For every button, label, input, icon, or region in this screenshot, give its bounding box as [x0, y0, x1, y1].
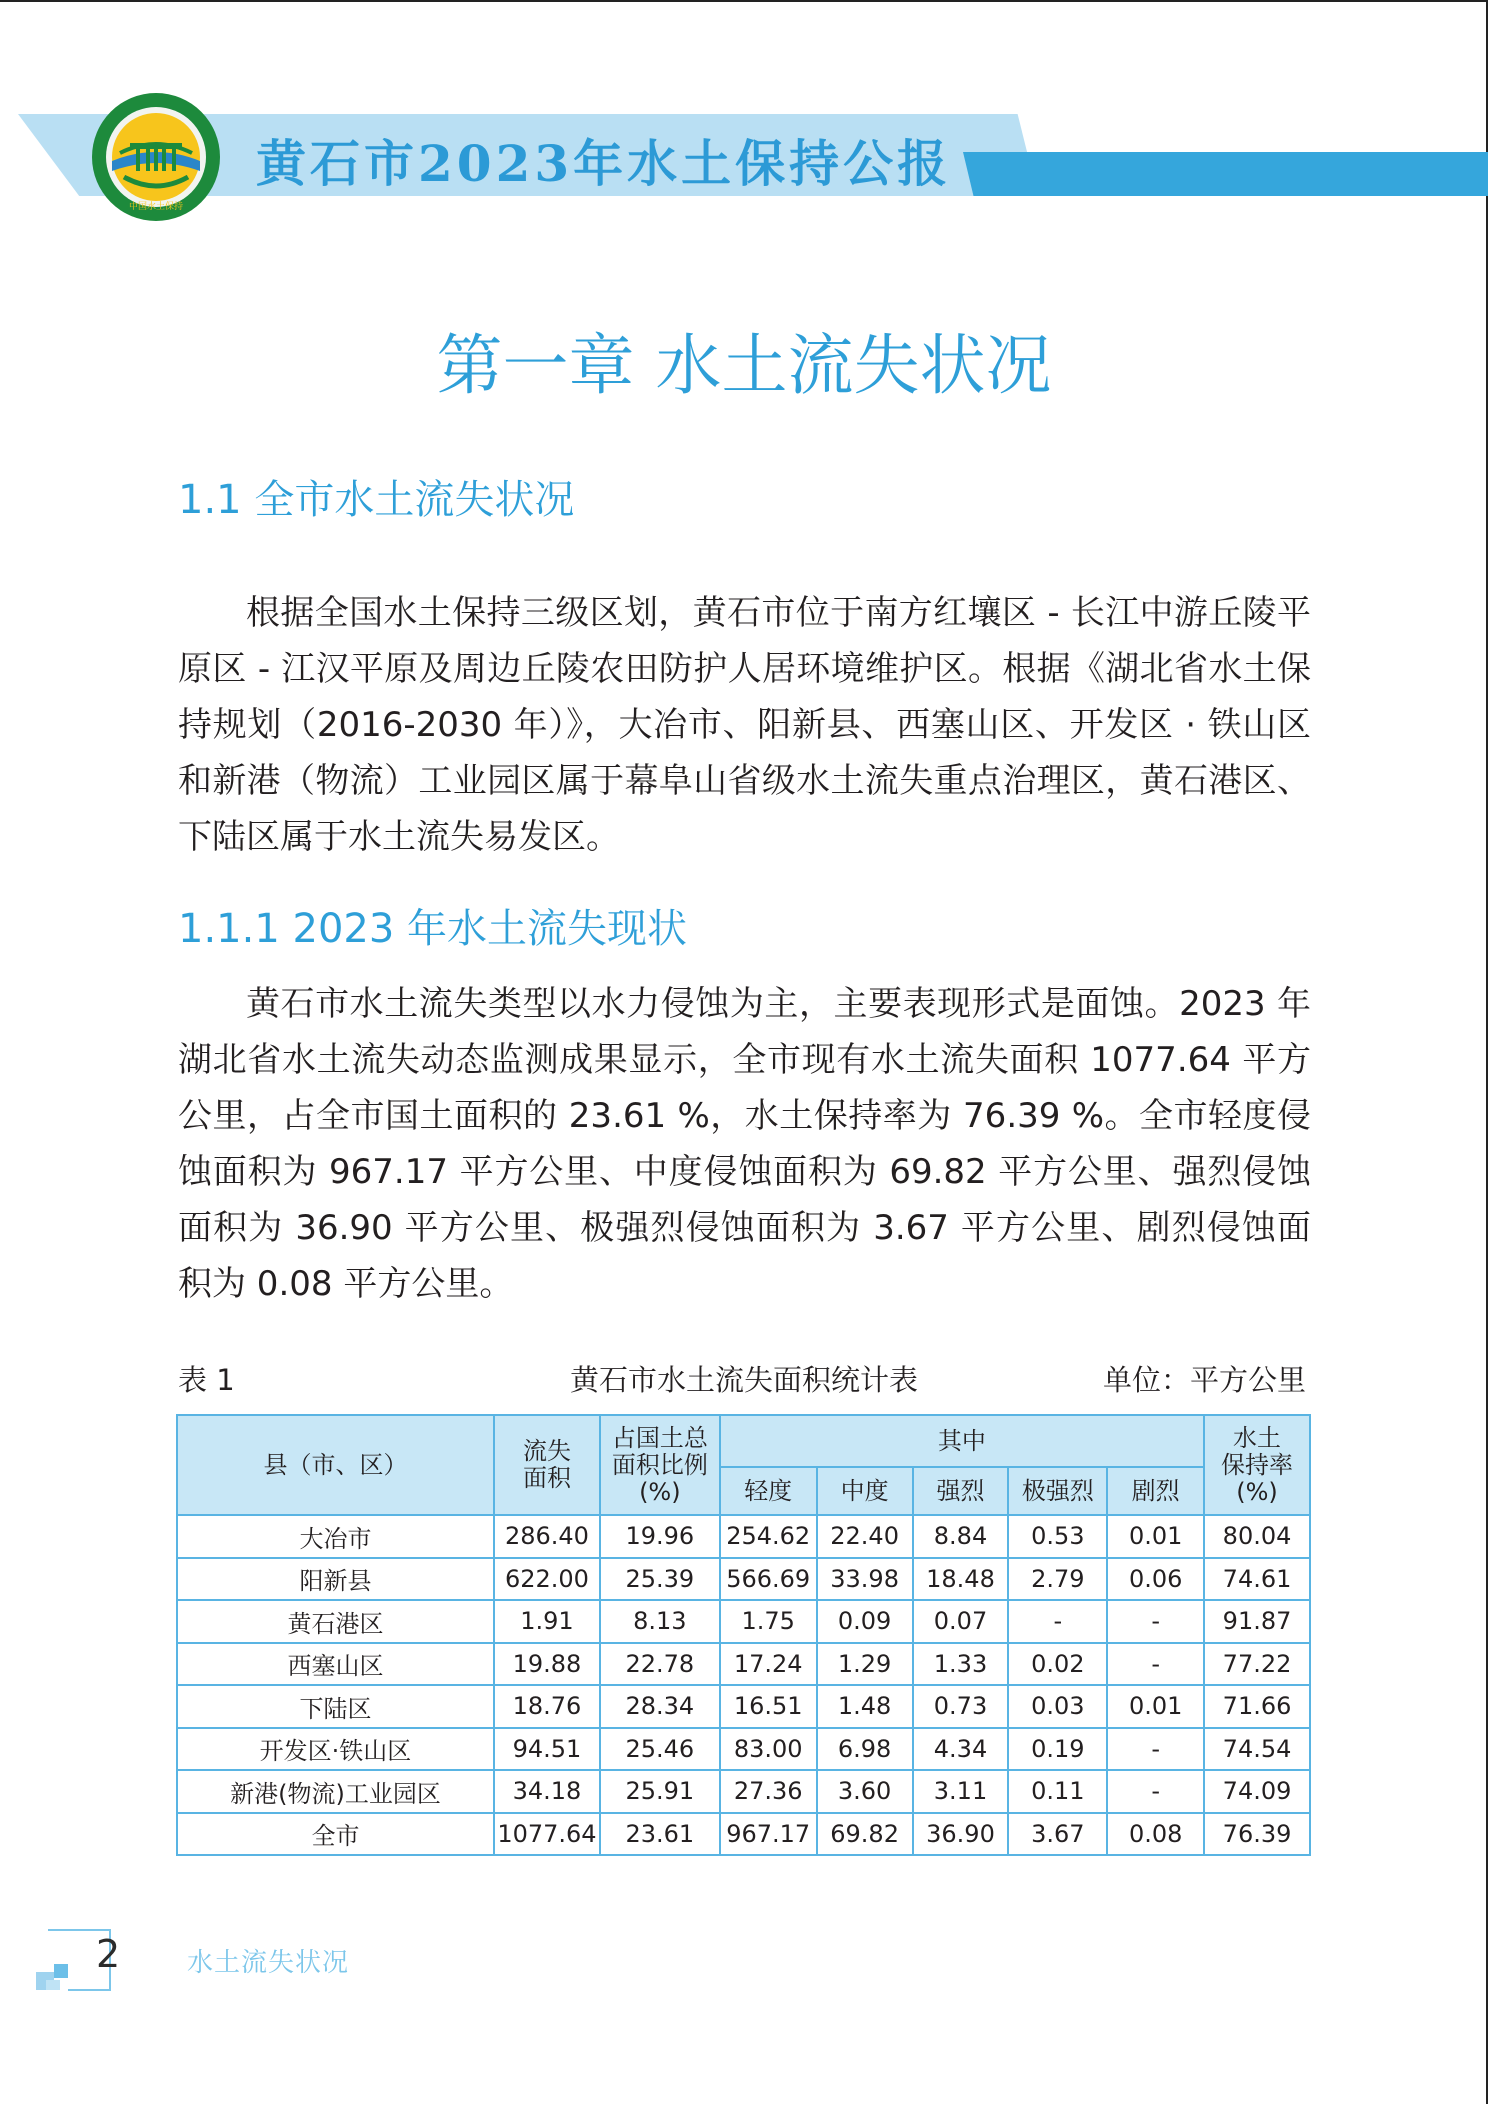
table-cell-county: 黄石港区	[177, 1600, 494, 1643]
table-cell-value: 18.76	[494, 1685, 600, 1728]
table-cell-value: 0.09	[817, 1600, 913, 1643]
table-row	[177, 1600, 1310, 1643]
table-cell-value: 76.39	[1204, 1813, 1310, 1856]
soil-loss-statistics-table	[176, 1414, 1311, 1856]
header-intense: 强烈	[913, 1467, 1009, 1515]
table-cell-value: 0.08	[1107, 1813, 1204, 1856]
table-row	[177, 1643, 1310, 1686]
table-cell-value: 967.17	[720, 1813, 817, 1856]
page-number: 2	[96, 1932, 121, 1976]
section-1-1-paragraph: 根据全国水土保持三级区划，黄石市位于南方红壤区 - 长江中游丘陵平原区 - 江汉平原及周边丘陵农田防护人居环境维护区。根据《湖北省水土保持规划（2016-2030 年）》，大冶市、阳新县、西塞山区、开发区 · 铁山区和新港（物流）工业园区属于幕阜山省级水土流失重点治理区，黄石港区、下陆区属于水土流失易发区。	[178, 593, 1311, 857]
table-cell-value: 566.69	[720, 1558, 817, 1601]
table-cell-value: 1.75	[720, 1600, 817, 1643]
table-cell-value: 91.87	[1204, 1600, 1310, 1643]
section-heading-1-1: 1.1 全市水土流失状况	[178, 477, 575, 523]
header-banner-dark	[963, 152, 1488, 196]
table-row	[177, 1515, 1310, 1558]
chapter-title: 第一章 水土流失状况	[436, 327, 1052, 404]
header-ratio: 占国土总 面积比例 (%)	[600, 1415, 720, 1515]
table-cell-value: -	[1008, 1600, 1107, 1643]
header-severe: 剧烈	[1107, 1467, 1204, 1515]
table-cell-value: 0.19	[1008, 1728, 1107, 1771]
section-1-1-1-paragraph: 黄石市水土流失类型以水力侵蚀为主，主要表现形式是面蚀。2023 年湖北省水土流失动态监测成果显示，全市现有水土流失面积 1077.64 平方公里，占全市国土面积的 23.61 %，水土保持率为 76.39 %。全市轻度侵蚀面积为 967.17 平方公里、中度侵蚀面积为 69.82 平方公里、强烈侵蚀面积为 36.90 平方公里、极强烈侵蚀面积为 3.67 平方公里、剧烈侵蚀面积为 0.08 平方公里。	[178, 984, 1311, 1304]
table-cell-value: 3.11	[913, 1770, 1009, 1813]
table-cell-value: 1.33	[913, 1643, 1009, 1686]
table-cell-value: 77.22	[1204, 1643, 1310, 1686]
table-cell-value: 2.79	[1008, 1558, 1107, 1601]
header-county: 县（市、区）	[177, 1415, 494, 1515]
table-cell-county: 下陆区	[177, 1685, 494, 1728]
table-cell-county: 开发区·铁山区	[177, 1728, 494, 1771]
table-cell-value: 19.88	[494, 1643, 600, 1686]
table-row	[177, 1558, 1310, 1601]
table-cell-value: 0.03	[1008, 1685, 1107, 1728]
table-cell-county: 阳新县	[177, 1558, 494, 1601]
table-cell-value: 8.13	[600, 1600, 720, 1643]
table-cell-value: 83.00	[720, 1728, 817, 1771]
table-cell-value: 0.07	[913, 1600, 1009, 1643]
table-cell-value: 1.91	[494, 1600, 600, 1643]
table-cell-value: 0.11	[1008, 1770, 1107, 1813]
table-cell-value: 16.51	[720, 1685, 817, 1728]
table-cell-value: 23.61	[600, 1813, 720, 1856]
table-cell-value: 36.90	[913, 1813, 1009, 1856]
table-cell-value: 254.62	[720, 1515, 817, 1558]
table-cell-value: 25.91	[600, 1770, 720, 1813]
table-cell-county: 西塞山区	[177, 1643, 494, 1686]
running-title: 水土流失状况	[187, 1948, 350, 1978]
header-retention-rate: 水土 保持率 (%)	[1204, 1415, 1310, 1515]
table-cell-value: 80.04	[1204, 1515, 1310, 1558]
table-row	[177, 1770, 1310, 1813]
table-cell-value: 74.09	[1204, 1770, 1310, 1813]
table-cell-value: 286.40	[494, 1515, 600, 1558]
table-cell-value: 4.34	[913, 1728, 1009, 1771]
table-label: 表 1	[178, 1363, 235, 1397]
header-among: 其中	[720, 1415, 1204, 1467]
table-cell-value: 1.29	[817, 1643, 913, 1686]
table-cell-value: 0.01	[1107, 1685, 1204, 1728]
table-row	[177, 1685, 1310, 1728]
table-row	[177, 1728, 1310, 1771]
table-unit: 单位：平方公里	[1102, 1363, 1306, 1397]
table-cell-value: 74.61	[1204, 1558, 1310, 1601]
table-cell-value: 622.00	[494, 1558, 600, 1601]
header-slight: 轻度	[720, 1467, 817, 1515]
table-cell-value: 27.36	[720, 1770, 817, 1813]
table-cell-value: 71.66	[1204, 1685, 1310, 1728]
table-cell-value: 8.84	[913, 1515, 1009, 1558]
table-cell-value: 25.39	[600, 1558, 720, 1601]
table-cell-value: 22.78	[600, 1643, 720, 1686]
table-cell-value: 22.40	[817, 1515, 913, 1558]
table-cell-value: 28.34	[600, 1685, 720, 1728]
table-cell-value: 3.67	[1008, 1813, 1107, 1856]
table-cell-value: -	[1107, 1600, 1204, 1643]
table-title: 黄石市水土流失面积统计表	[569, 1363, 918, 1397]
table-cell-value: 0.02	[1008, 1643, 1107, 1686]
banner-title: 黄石市2023年水土保持公报	[256, 134, 952, 193]
table-cell-value: 0.53	[1008, 1515, 1107, 1558]
table-cell-value: -	[1107, 1728, 1204, 1771]
table-cell-value: 1077.64	[494, 1813, 600, 1856]
table-cell-value: 94.51	[494, 1728, 600, 1771]
table-cell-county: 全市	[177, 1813, 494, 1856]
table-cell-value: 17.24	[720, 1643, 817, 1686]
table-cell-value: -	[1107, 1770, 1204, 1813]
svg-text:中国水土保持: 中国水土保持	[128, 202, 184, 212]
table-cell-value: 74.54	[1204, 1728, 1310, 1771]
table-cell-value: 69.82	[817, 1813, 913, 1856]
table-cell-value: 25.46	[600, 1728, 720, 1771]
table-cell-value: 34.18	[494, 1770, 600, 1813]
header-very-intense: 极强烈	[1008, 1467, 1107, 1515]
table-cell-value: 0.01	[1107, 1515, 1204, 1558]
table-row	[177, 1813, 1310, 1856]
page-border-top	[0, 0, 1488, 2]
table-cell-value: -	[1107, 1643, 1204, 1686]
table-cell-county: 新港(物流)工业园区	[177, 1770, 494, 1813]
table-cell-value: 1.48	[817, 1685, 913, 1728]
table-cell-value: 3.60	[817, 1770, 913, 1813]
table-cell-value: 0.06	[1107, 1558, 1204, 1601]
soil-conservation-emblem-icon	[90, 91, 222, 223]
section-heading-1-1-1: 1.1.1 2023 年水土流失现状	[178, 906, 688, 952]
table-cell-value: 33.98	[817, 1558, 913, 1601]
header-loss-area: 流失 面积	[494, 1415, 600, 1515]
table-cell-value: 18.48	[913, 1558, 1009, 1601]
header-moderate: 中度	[817, 1467, 913, 1515]
table-cell-county: 大冶市	[177, 1515, 494, 1558]
table-cell-value: 19.96	[600, 1515, 720, 1558]
table-cell-value: 0.73	[913, 1685, 1009, 1728]
table-cell-value: 6.98	[817, 1728, 913, 1771]
